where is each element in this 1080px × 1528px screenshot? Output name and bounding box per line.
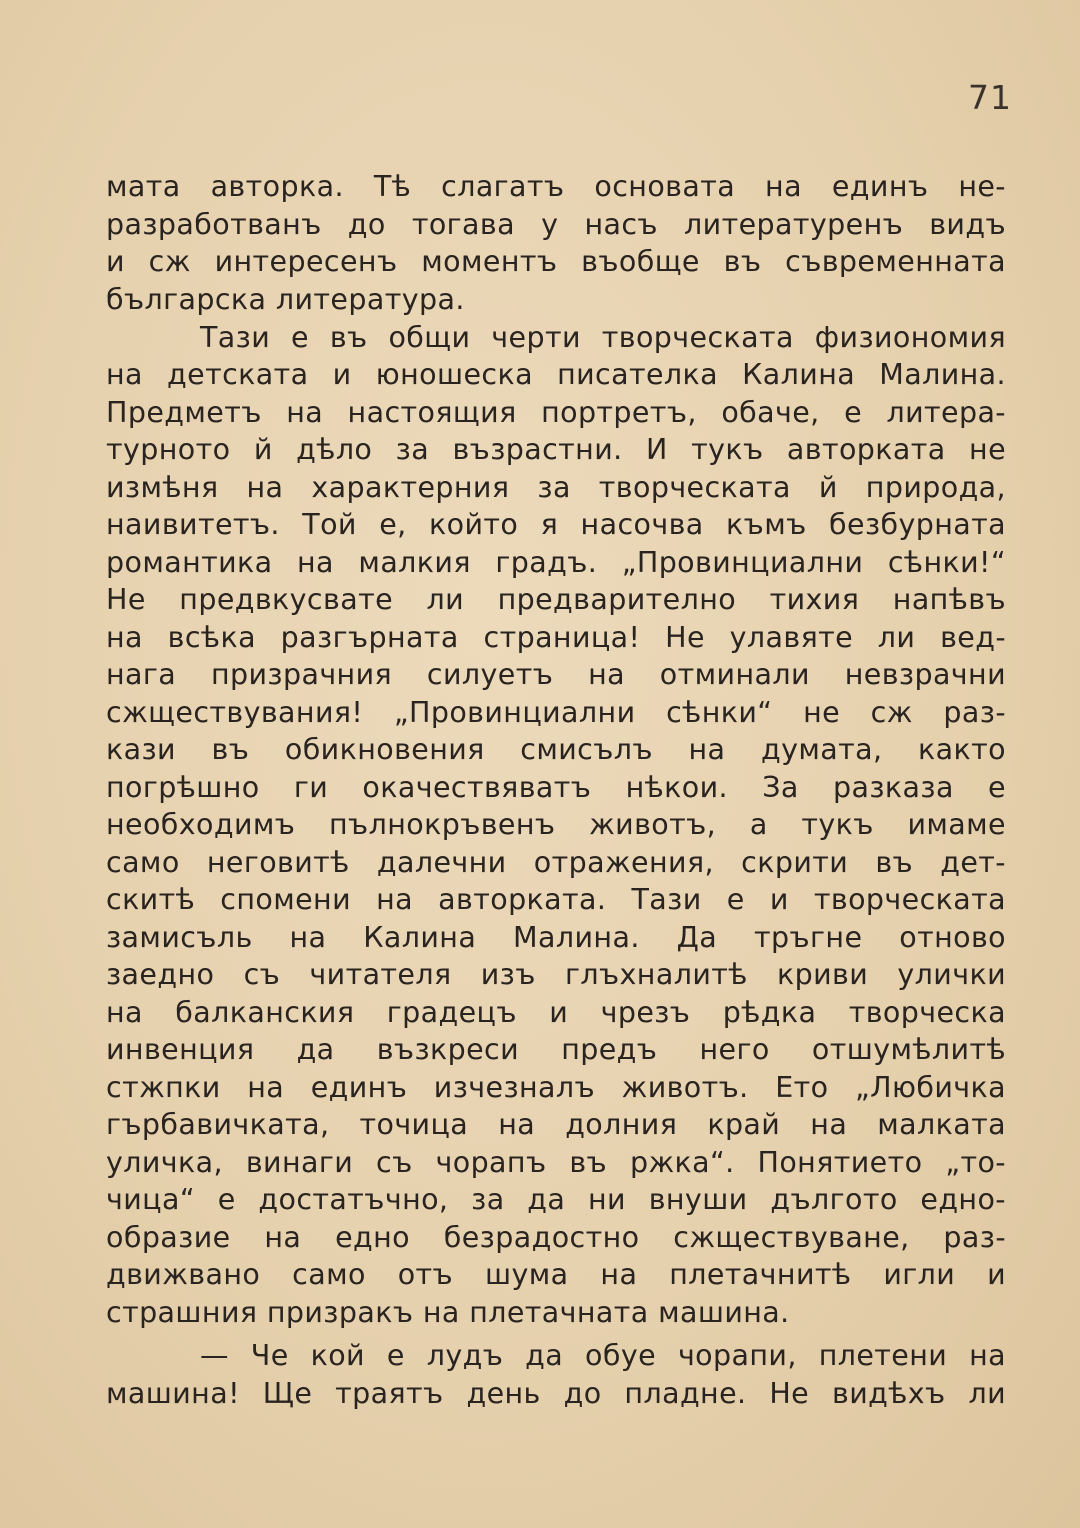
text-line: мата авторка. Тѣ слагатъ основата на единъ не- <box>106 170 1006 203</box>
text-line: българска литература. <box>106 282 465 316</box>
text-line: инвенция да възкреси предъ него отшумѣлитѣ <box>106 1033 1006 1066</box>
text-line: Предметъ на настоящия портретъ, обаче, е литера- <box>106 395 1006 429</box>
text-line: сжществувания! „Провинциални сѣнки“ не сж раз- <box>106 695 1006 729</box>
text-line: скитѣ спомени на авторката. Тази е и творческата <box>106 883 1006 916</box>
text-line: нага призрачния силуетъ на отминали невзрачни <box>106 658 1006 691</box>
paragraph <box>106 319 1006 1332</box>
text-line: погрѣшно ги окачествяватъ нѣкои. За разказа е <box>106 770 1006 804</box>
page-number: 71 <box>968 78 1012 117</box>
text-line: движвано само отъ шума на плетачнитѣ игли и <box>106 1258 1006 1291</box>
text-line: заедно съ читателя изъ глъхналитѣ криви улички <box>106 958 1006 991</box>
text-line: Тази е въ общи черти творческата физиономия <box>200 320 1006 354</box>
text-line: — Че кой е лудъ да обуе чорапи, плетени на <box>200 1339 1006 1372</box>
text-line: гърбавичката, точица на долния край на малката <box>106 1108 1006 1141</box>
text-line: измѣня на характерния за творческата й природа, <box>106 470 1006 504</box>
text-line: на всѣка разгърната страница! Не улавяте ли вед- <box>106 620 1006 654</box>
text-line: турното й дѣло за възрастни. И тукъ авторката не <box>106 433 1006 466</box>
text-line: образие на едно безрадостно сжществуване, раз- <box>106 1220 1006 1254</box>
text-line: само неговитѣ далечни отражения, скрити въ дет- <box>106 845 1006 879</box>
paragraph <box>106 1337 1006 1412</box>
text-line: машина! Ще траятъ день до пладне. Не видѣхъ ли <box>106 1376 1006 1410</box>
text-line: необходимъ пълнокръвенъ животъ, а тукъ имаме <box>106 808 1006 841</box>
text-line: чица“ е достатъчно, за да ни внуши дългото едно- <box>106 1183 1006 1216</box>
text-line: страшния призракъ на плетачната машина. <box>106 1295 790 1329</box>
text-line: разработванъ до тогава у насъ литературенъ видъ <box>106 207 1006 241</box>
text-line: Не предвкусвате ли предварително тихия напѣвъ <box>106 583 1006 616</box>
text-line: романтика на малкия градъ. „Провинциални сѣнки!“ <box>106 545 1006 579</box>
body-text <box>106 168 1006 1412</box>
text-line: и сж интересенъ моментъ въобще въ съвременната <box>106 245 1006 278</box>
text-line: на детската и юношеска писателка Калина Малина. <box>106 358 1006 391</box>
text-line: уличка, винаги съ чорапъ въ ржка“. Понятието „то- <box>106 1145 1006 1179</box>
text-line: замисъль на Калина Малина. Да тръгне отново <box>106 920 1006 954</box>
text-line: кази въ обикновения смисълъ на думата, както <box>106 733 1006 766</box>
text-line: на балканския градецъ и чрезъ рѣдка творческа <box>106 995 1006 1029</box>
text-line: наивитетъ. Той е, който я насочва къмъ безбурната <box>106 508 1006 541</box>
paragraph <box>106 168 1006 318</box>
text-line: стжпки на единъ изчезналъ животъ. Ето „Любичка <box>106 1070 1006 1104</box>
